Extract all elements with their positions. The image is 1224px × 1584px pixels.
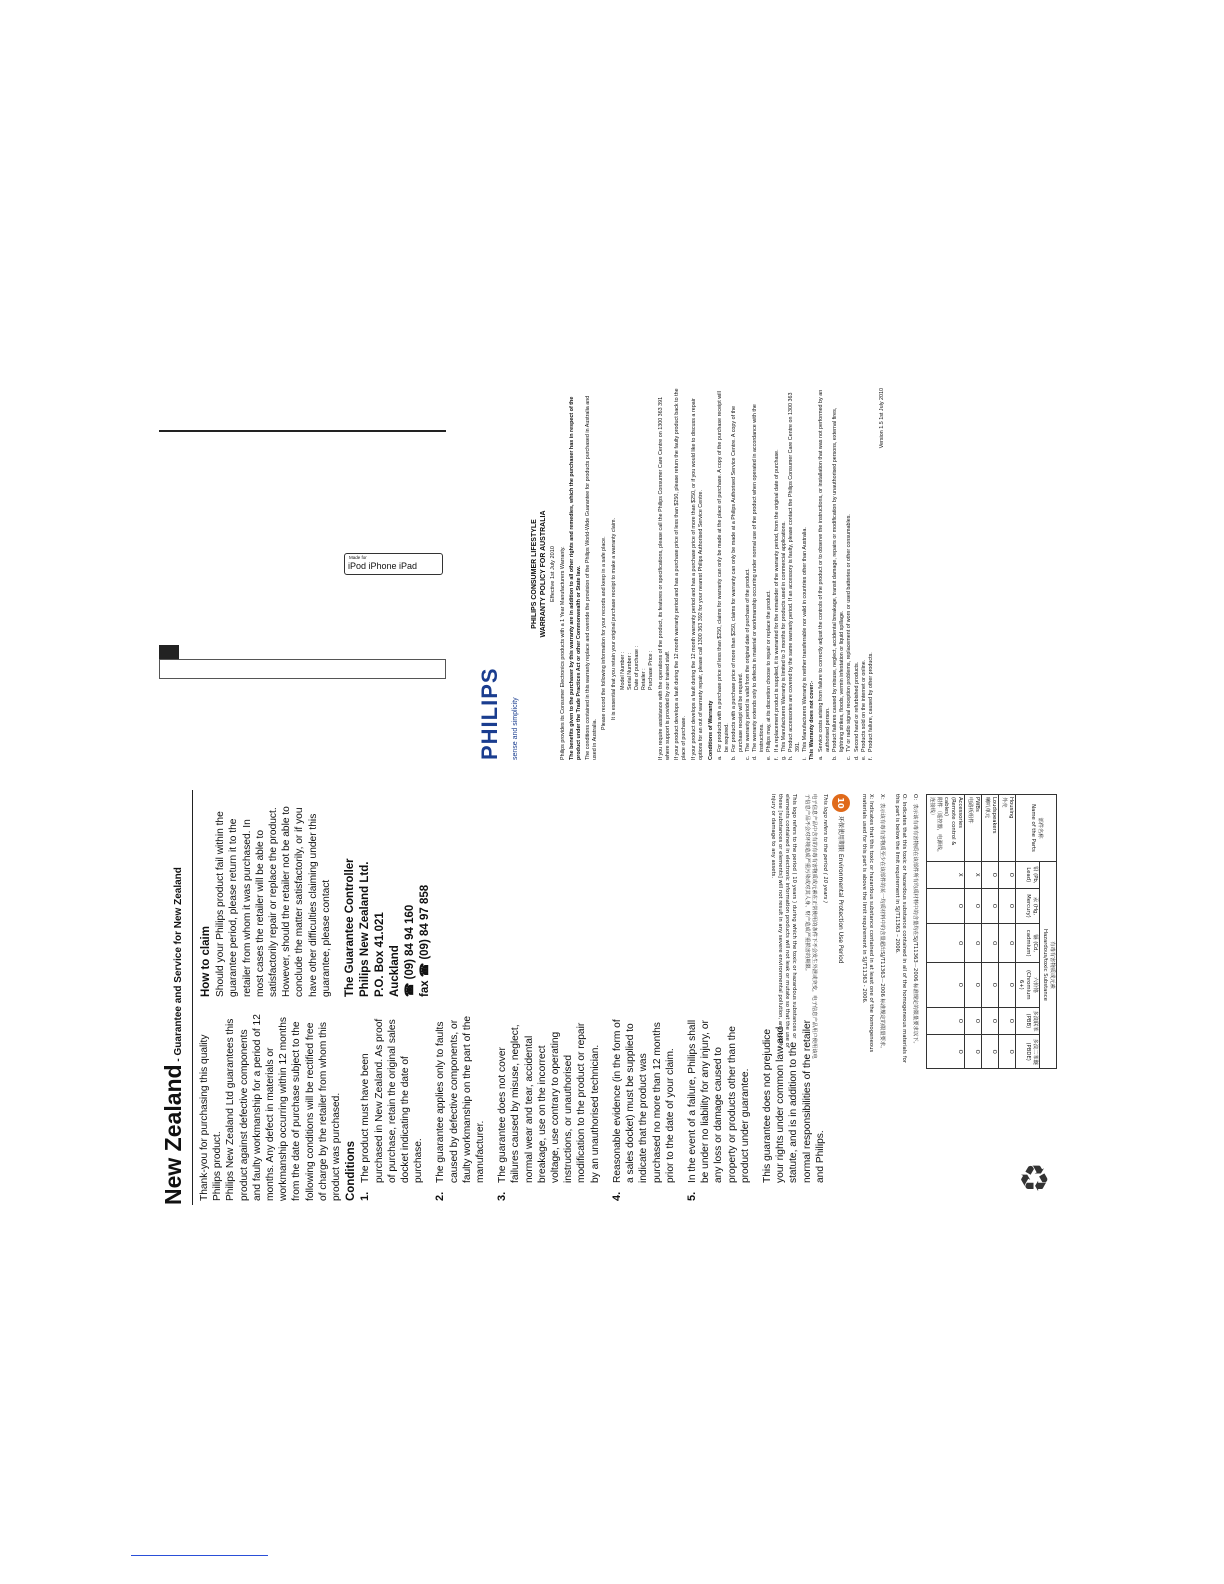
nz-intro-2: Philips New Zealand Ltd guarantees this product against defective components and faulty workmanship for a period of 12 months. Any defect in materials or workmanship occurring within 12 months from the date of purchase subject to the following conditions will be rectified free of charge by the retailer from whom this product was purchased.: [225, 1014, 343, 1201]
nz-condition: 2. The guarantee applies only to faults caused by defective components, or faulty workmanship on the part of the manufacturer.: [434, 1015, 487, 1201]
hazard-table: [926, 794, 1057, 1069]
epup-cn: 电子信息产品中含有的有毒有害物质或元素在正常使用的条件下不会发生外泄或突变，电子信息产品用户使用该电子信息产品不会对环境造成严重污染或对其人身、财产造成严重损害的期限。: [804, 794, 817, 1059]
table-row: PWBs 电路板组件 X O O O O O: [965, 795, 982, 1069]
philips-logo: PHILIPS: [477, 667, 502, 760]
list-item: f. Product failure, caused by other products.: [867, 652, 874, 760]
au-assist: If you require assistance with the operations of the product, its features or specifications, please call the Philips Consumer Care Centre on 1300 363 391 where support is provided by our trained staff.: [658, 396, 672, 760]
substance-header: 多溴二苯醚 (PBDE): [1016, 1035, 1040, 1069]
list-item: a. For products with a purchase price of less than $250, claims for warranty can only be made at the place of purchase. A copy of the purchase receipt will be required.: [716, 391, 730, 760]
list-item: g. This Manufacturers Warranty is limited to 3 months for products used in commercial applications.: [780, 521, 787, 760]
substance-header: 铅 (Pb, Lead): [1016, 862, 1040, 889]
list-item: i. This Manufacturers Warranty is neither transferrable nor valid in countries other than Australia.: [801, 527, 808, 760]
hazard-col-part: 部件名称 Name of the Parts: [1016, 795, 1057, 862]
substance-header: 多溴联苯 (PBB): [1016, 1007, 1040, 1035]
form-field: Serial Number :: [626, 652, 633, 690]
hazard-group-title: 有毒有害物质或元素 Hazardous/toxic Substance: [1040, 862, 1057, 1069]
au-effective-date: Effective 1st July 2010: [550, 546, 556, 602]
epup-en: This logo refers to the period ( 10 years ) during which the toxic or hazardous substances or elements contained in electronic information products will not leak or mutate so that the use of these [substances or elements] will not result in any severe environmental pollution, any bodily injury or damage to any assets.: [770, 794, 797, 1049]
table-row: Accessories (Remote control & cables) 附件（遥控器，电源线，连接线） X O O O O O: [927, 795, 965, 1069]
nz-condition: 4. Reasonable evidence (in the form of a sales docket) must be supplied to indicate that the product was purchased no more than 12 months prior to the date of your claim.: [610, 1019, 676, 1201]
nz-conditions-heading: Conditions: [345, 1140, 358, 1201]
contact-line: The Guarantee Controller: [344, 858, 357, 997]
au-notcover-heading: This Warranty does not cover:-: [809, 680, 815, 760]
contact-line: Auckland: [389, 945, 402, 997]
form-field: Retailer :: [640, 668, 647, 690]
form-field: Purchase Price :: [648, 650, 655, 690]
list-item: f. If a replacement product is supplied, it is warranted for the remainder of the warranty period, from the original date of purchase.: [773, 449, 780, 760]
note-box: [159, 659, 446, 679]
au-fault-1: If your product develops a fault during the 12 month warranty period and has a purchase price of less than $250, please return the faulty product back to the place of purchase.: [674, 388, 688, 760]
note-x-cn: X：表示该有毒有害物质至少在该部件的某一均质材料中的含量超出SJ/T11363－2006 标准规定的限量要求。: [879, 794, 885, 1052]
note-icon: [159, 645, 179, 659]
au-record-2: It is essential that you retain your original purchase receipt to make a warranty claim.: [610, 518, 617, 720]
nz-left-column: [198, 1013, 827, 1201]
substance-header: 镉 (Cd, cadmium): [1016, 924, 1040, 963]
contact-line: Philips New Zealand Ltd.: [359, 861, 372, 997]
philips-tagline: sense and simplicity: [512, 697, 519, 760]
au-warranty-panel: [478, 388, 983, 760]
au-record-form: [620, 388, 655, 690]
hazard-notes: [860, 794, 918, 1064]
nz-intro-1: Thank-you for purchasing this quality Philips product.: [199, 1034, 224, 1201]
note-o-en: O: Indicates that this toxic or hazardous substance contained in all of the homogeneous materials for this part is below the limit requirement in SJ/T11363 – 2006.: [894, 794, 907, 1064]
list-item: c. The warranty period is valid from the original date of purchase of the product.: [745, 568, 752, 760]
nz-right-column: [198, 797, 433, 997]
nz-title: [160, 790, 193, 1205]
form-field: Model Number :: [619, 651, 626, 690]
au-intro: Philips provides its Consumer Electronics products with a 1 Year Manufacturers Warranty.: [560, 546, 566, 760]
contact-phone: ☎ (09) 84 94 160: [404, 904, 417, 997]
au-heading-2: WARRANTY POLICY FOR AUSTRALIA: [540, 510, 547, 638]
au-conditions-text: The conditions contained in this warranty replace and override the provision of the Philips World-Wide Guarantee for products purchased in Australia and used in Australia.: [585, 395, 599, 760]
list-item: b. For products with a purchase price of more than $250, claims for warranty can only be made at a Philips Authorised Service Centre. A copy of the purchase receipt will be required.: [730, 405, 745, 760]
list-item: h. Product accessories are covered by the same warranty period. If an accessory is faulty, please contact the Philips Consumer Care Centre on 1300 363 391.: [787, 392, 801, 760]
au-benefits: The benefits given to the purchaser by this warranty are in addition to all other rights and remedies, which the purchaser has in respect of the product under the Trade Practices Act or other Commonwealth or State law.: [569, 396, 583, 760]
table-row: Loudspeakers 喇叭单元 O O O O O O: [982, 795, 999, 1069]
made-for-badge: [344, 553, 443, 575]
nz-closing: This guarantee does not prejudice your rights under common law and statute, and is in addition to the normal responsibilities of the retailer and Philips.: [761, 1019, 826, 1183]
au-version: Version 1.5 1st July 2010: [878, 388, 885, 449]
made-for-label: Made for: [349, 555, 367, 560]
recycle-icon: ♻: [1018, 1159, 1051, 1200]
nz-condition: 3. The guarantee does not cover failures caused by misuse, neglect, normal wear and tear, accidental breakage, use on the incorrect voltage, use contrary to operating instructions, or unauthorised modification to the product or repair by an unauthorised technician.: [496, 1022, 601, 1201]
substance-header: 汞 (Hg, Mercury): [1016, 888, 1040, 924]
note-o-cn: O：表示该有毒有害物质在该部件所有均质材料中的含量均在SJ/T11363－2006 标准规定的限量要求以下。: [912, 794, 918, 1047]
nz-title-sub: - Guarantee and Service for New Zealand: [173, 867, 184, 1065]
epup-italic: This logo refers to the period ( 10 years ): [822, 794, 828, 904]
list-item: e. Philips may, at its discretion choose to repair or replace the product.: [766, 590, 773, 760]
form-field: Date of purchase :: [633, 645, 640, 690]
footer-link-line: [131, 1555, 268, 1556]
epup-title: 环保使用期限 Environmental Protection Use Period: [837, 816, 845, 964]
list-item: d. The warranty extends only to defects in material or workmanship occurring under normal use of the product when operated in accordance with the instructions.: [752, 404, 766, 760]
au-notcover-list: [818, 388, 875, 760]
nz-claim-text: Should your Philips product fail within the guarantee period, please return it to the retailer from whom it was purchased. In most cases the retailer will be able to satisfactorily repair or replace the product.: [215, 807, 280, 997]
hazard-panel: [762, 790, 1057, 1220]
table-row: Housing 外壳 O O O O O O: [999, 795, 1016, 1069]
au-heading: [530, 388, 548, 760]
nz-claim-heading: How to claim: [200, 926, 212, 997]
contact-fax: fax ☎ (09) 84 97 858: [419, 884, 432, 997]
list-item: b. Product failures caused by misuse, neglect, accidental breakage, transit damage, repairs or modification by unauthorised persons, external fires, lightning strikes, floods, vermin infestation or liquid spillage.: [832, 407, 846, 760]
au-record: Please record the following information for your records and keep in a safe place.: [601, 536, 608, 730]
au-cond-heading: Conditions of Warranty: [707, 700, 714, 760]
made-for-devices: iPod iPhone iPad: [348, 561, 418, 571]
au-cond-list: [717, 388, 809, 760]
list-item: a. Service costs arising from failure to correctly adjust the controls of the product or to observe the instructions, or installation that was not performed by an authorised person.: [818, 389, 832, 760]
nz-contact-block: [343, 797, 433, 997]
note-x-en: X: Indicates that this toxic or hazardous substance contained in at least one of the homogeneous materials used for this part is above the limit requirement in SJ/T11363 - 2006.: [861, 794, 874, 1053]
nz-condition: 1. The product must have been purchased in New Zealand. As proof of purchase, retain the original sales docket indicating the date of purchase.: [359, 1018, 425, 1201]
section-divider: [159, 430, 446, 432]
au-heading-1: PHILIPS CONSUMER LIFESTYLE: [531, 519, 538, 629]
nz-title-main: New Zealand: [160, 1064, 186, 1205]
epup-section: [769, 794, 850, 1064]
nz-condition: 5. In the event of a failure, Philips shall be under no liability for any injury, or any loss or damage caused to property or products other than the product under guarantee.: [685, 1019, 751, 1201]
list-item: d. Second hand or refurbished products.: [853, 661, 860, 760]
epup-10-icon: 10: [832, 794, 850, 812]
list-item: c. TV or radio signal reception problems, replacement of worn or used batteries or other consumables.: [846, 514, 853, 760]
list-item: e. Products sold on the internet or online.: [860, 659, 867, 760]
au-fault-2: If your product develops a fault during the 12 month warranty period and has a purchase price of more than $250, or if you would like to discuss a repair options for an out of warranty repair, please call 1300 363 392 for your nearest Philips Authorised Service Centre.: [690, 398, 704, 760]
substance-header: 六价铬(Chromium 6+): [1016, 963, 1040, 1007]
contact-line: P.O. Box 41.021: [374, 912, 387, 997]
nz-claim-text-2: However, should the retailer not be able to conclude the matter satisfactorily, or if you have other difficulties claiming under this guarantee, please contact: [281, 806, 332, 997]
au-body: [560, 388, 886, 760]
